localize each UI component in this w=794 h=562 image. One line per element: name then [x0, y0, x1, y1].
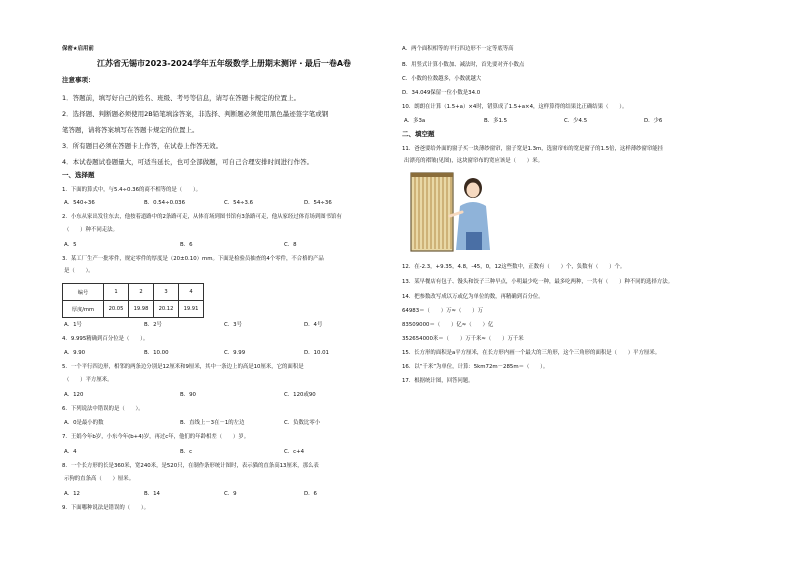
table-cell: 厚度/mm — [63, 301, 104, 318]
q10-option-c: C．少4.5 — [564, 118, 588, 124]
table-cell: 20.12 — [154, 301, 179, 318]
q4-option-b: B．10.00 — [144, 350, 169, 356]
exam-title: 江苏省无锡市2023-2024学年五年级数学上册期末测评・最后一卷A卷 — [97, 59, 352, 68]
q10-option-d: D．少6 — [644, 118, 663, 124]
q10-option-b: B．多1.5 — [484, 118, 508, 124]
table-cell: 19.98 — [129, 301, 154, 318]
q14c-text: 352654000米＝（ ）万千米≈（ ）万千米 — [402, 336, 524, 342]
q11-text-line1: 11．爸爸要给外面的窗子买一块薄纱窗帘，窗子宽是1.3m，选窗帘布的宽是窗子的1.5倍，这样薄纱窗帘能挂 — [402, 146, 664, 152]
q3-option-d: D．4号 — [304, 322, 323, 328]
q6-option-c: C．负数比零小 — [284, 420, 321, 426]
q1-option-b: B．0.54÷0.036 — [144, 200, 186, 206]
table-row — [63, 301, 204, 318]
section2-heading: 二、填空题 — [402, 130, 435, 138]
girl-figure — [450, 178, 490, 250]
table-cell: 20.05 — [104, 301, 129, 318]
q14b-text: 83509000＝（ ）亿≈（ ）亿 — [402, 322, 494, 328]
q7-option-a: A．4 — [64, 449, 77, 455]
note-item: 4．本试卷题试卷题量大，可适当延长，也可全部做题，可自己合理安排时间进行作答。 — [62, 158, 314, 166]
q7-text: 7．王娟今年b岁，小东今年(b+4)岁，再过c年，他们的年龄相差（ ）岁。 — [62, 434, 250, 440]
section1-heading: 一、选择题 — [62, 171, 95, 179]
q7-option-c: C．c+4 — [284, 449, 305, 455]
q9-option-b: B．用竖式计算小数加、减法时，首先要对齐小数点 — [402, 62, 525, 68]
q4-option-d: D．10.01 — [304, 350, 329, 356]
q12-text: 12．在-2.3，+9.35，4.8，-45，0，12这些数中，正数有（ ）个，负数有（ ）个。 — [402, 264, 626, 270]
q2-option-c: C．8 — [284, 242, 297, 248]
q5-text-line2: （ ）平方厘米。 — [64, 377, 113, 383]
q8-option-b: B．14 — [144, 491, 160, 497]
table-cell: 3 — [154, 284, 179, 301]
q3-option-a: A．1号 — [64, 322, 82, 328]
table-cell: 19.91 — [179, 301, 204, 318]
note-item: 3．所有题目必须在答题卡上作答，在试卷上作答无效。 — [62, 142, 223, 150]
q2-option-b: B．6 — [180, 242, 193, 248]
q3-option-c: C．3号 — [224, 322, 242, 328]
q2-option-a: A．5 — [64, 242, 77, 248]
table-cell: 4 — [179, 284, 204, 301]
q6-option-a: A．0是最小的数 — [64, 420, 104, 426]
q8-text-line1: 8．一个长方形的长是360米，宽240米，是520只，在制作条形统计图时，表示猫的直条高13厘米，那么表 — [62, 463, 319, 469]
secret-label: 保密★启用前 — [62, 46, 94, 52]
q3-text-line2: 是（ ）。 — [64, 268, 94, 274]
q2-text-line1: 2．小东从家出发往东去，他按着道路中的2条路可走，从体育场到图书馆有3条路可走，他从家经过体育场到图书馆有 — [62, 214, 342, 220]
q3-option-b: B．2号 — [144, 322, 162, 328]
q2-text-line2: （ ）种不同走法。 — [64, 227, 118, 233]
q17-text: 17．根据统计图，回答问题。 — [402, 378, 474, 384]
q11-text-line2: 出漂亮的褶皱(见图)，这块窗帘布的宽应该是（ ）米。 — [404, 158, 543, 164]
table-row — [63, 284, 204, 301]
q6-text: 6．下列说法中错误的是（ ）。 — [62, 406, 144, 412]
q14-text: 14．把参数改写成以万或亿为单位的数，再精确到百分位。 — [402, 294, 544, 300]
q1-option-a: A．540÷36 — [64, 200, 95, 206]
table-cell: 2 — [129, 284, 154, 301]
q14a-text: 64983＝（ ）万≈（ ）万 — [402, 308, 483, 314]
q13-text: 13．某早餐店有包子、馒头和饺子三种早点，小明最少吃一种，最多吃两种，一共有（ ）种不同的选择方法。 — [402, 279, 674, 285]
curtain-illustration — [410, 172, 500, 254]
q10-text: 10．朗朗在计算（1.5+a）×4时，错算成了1.5+a×4，这样算得的结果比正确结果（ ）。 — [402, 104, 628, 110]
q3-text-line1: 3．某工厂生产一批零件，规定零件的厚度是（20±0.10）mm。下面是检验员抽查的4个零件，不合格的产品 — [62, 256, 324, 262]
q9-option-c: C．小数的位数越多，小数就越大 — [402, 76, 482, 82]
q1-text: 1．下面的算式中，与5.4÷0.36的商不相等的是（ ）。 — [62, 187, 202, 193]
q9-option-d: D．34.049保留一位小数是34.0 — [402, 90, 481, 96]
q15-text: 15．长方形的面积是a平方厘米，在长方形内画一个最大的三角形，这个三角形的面积是（ ）平方厘米。 — [402, 350, 661, 356]
note-item: 笔答题，请将答案填写在答题卡规定的位置上。 — [62, 126, 199, 134]
q9-option-a: A．两个面积相等的平行四边形不一定等底等高 — [402, 46, 514, 52]
q5-option-c: C．120或90 — [284, 392, 316, 398]
q4-option-a: A．9.90 — [64, 350, 86, 356]
curtain-rod — [411, 173, 453, 177]
q8-option-d: D．6 — [304, 491, 317, 497]
q10-option-a: A．多3a — [404, 118, 426, 124]
q8-text-line2: 示狗的直条高（ ）厘米。 — [64, 476, 135, 482]
q5-option-b: B．90 — [180, 392, 196, 398]
note-item: 2．选择题、判断题必须使用2B铅笔填涂答案，非选择、判断题必须使用黑色墨迹签字笔或钢 — [62, 110, 329, 118]
q7-option-b: B．c — [180, 449, 193, 455]
note-item: 1．答题前，填写好自己的姓名、班级、考号等信息，请写在答题卡规定的位置上。 — [62, 94, 301, 102]
q5-text-line1: 5．一个平行四边形，相邻的两条边分别是12厘米和9厘米，其中一条边上的高是10厘米，它的面积是 — [62, 364, 304, 370]
q9-text: 9．下面哪种说法是错误的（ ）。 — [62, 505, 149, 511]
q6-option-b: B．直线上－3在－1的左边 — [180, 420, 245, 426]
q4-option-c: C．9.99 — [224, 350, 246, 356]
table-cell: 1 — [104, 284, 129, 301]
notes-heading: 注意事项： — [62, 76, 95, 84]
q5-option-a: A．120 — [64, 392, 84, 398]
q8-option-c: C．9 — [224, 491, 237, 497]
table-cell: 编号 — [63, 284, 104, 301]
q1-option-c: C．54÷3.6 — [224, 200, 254, 206]
q1-option-d: D．54÷36 — [304, 200, 332, 206]
thickness-table — [62, 283, 204, 318]
q4-text: 4．9.995精确到百分位是（ ）。 — [62, 336, 149, 342]
q16-text: 16．以“千米”为单位，计算：5km72m－285m＝（ ）。 — [402, 364, 549, 370]
q8-option-a: A．12 — [64, 491, 80, 497]
